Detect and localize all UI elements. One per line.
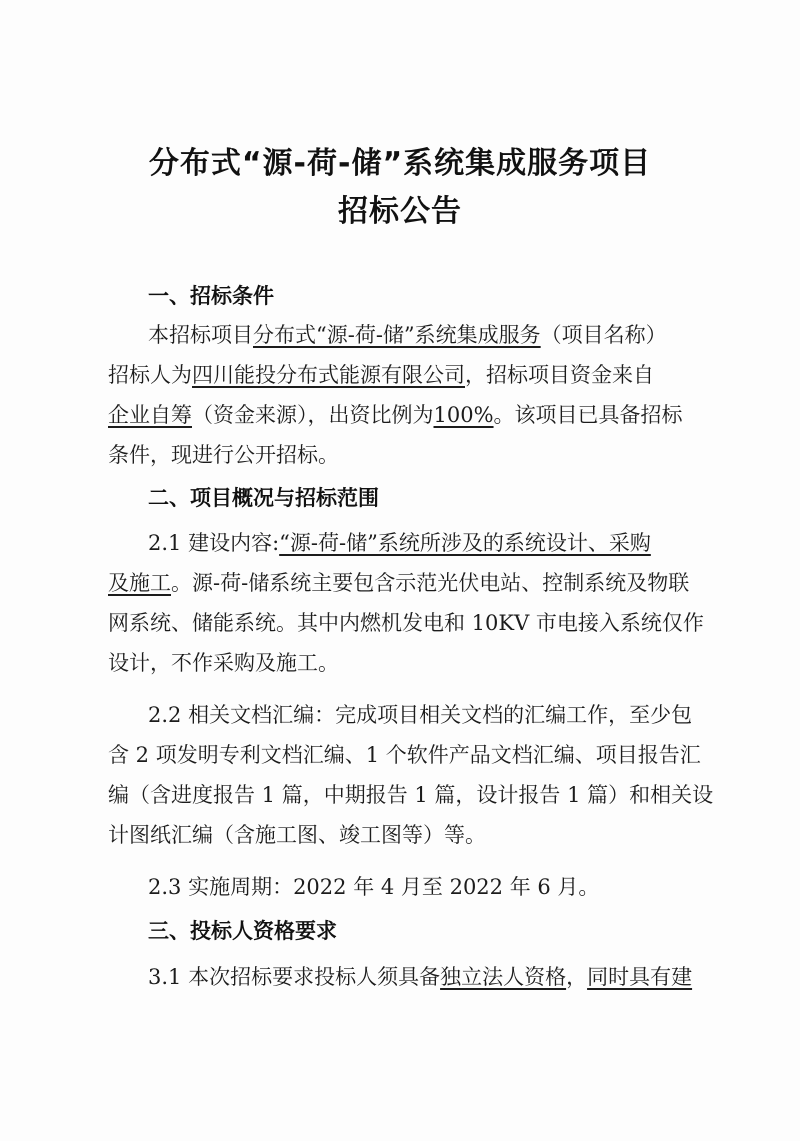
- project-name: 分布式“源-荷-储”系统集成服务: [253, 323, 541, 347]
- text-span: （资金来源），出资比例为: [192, 403, 434, 427]
- section-2-heading: 二、项目概况与招标范围: [148, 486, 379, 510]
- text-span: 。该项目已具备招标: [493, 403, 683, 427]
- document-title-line1: 分布式“源-荷-储”系统集成服务项目: [148, 146, 652, 181]
- text-span: 。源-荷-储系统主要包含示范光伏电站、控制系统及物联: [171, 571, 690, 595]
- para-2-2-line-4: 计图纸汇编（含施工图、竣工图等）等。: [108, 823, 486, 847]
- funding-source: 企业自筹: [108, 403, 192, 427]
- legal-entity-requirement: 独立法人资格: [440, 965, 567, 989]
- text-span: 本招标项目: [148, 323, 253, 347]
- para-2-2-line-1: 2.2 相关文档汇编：完成项目相关文档的汇编工作，至少包: [148, 703, 693, 727]
- para-2-1-line-3: 网系统、储能系统。其中内燃机发电和 10KV 市电接入系统仅作: [108, 611, 704, 635]
- section-1-line-4: 条件，现进行公开招标。: [108, 443, 339, 467]
- para-2-1-line-4: 设计，不作采购及施工。: [108, 651, 339, 675]
- text-span: （项目名称）: [540, 323, 667, 347]
- tenderer-name: 四川能投分布式能源有限公司: [192, 363, 465, 387]
- funding-ratio: 100%: [433, 403, 494, 427]
- para-2-1-line-2: [108, 568, 689, 598]
- para-2-2-line-2: 含 2 项发明专利文档汇编、1 个软件产品文档汇编、项目报告汇: [108, 743, 701, 767]
- para-2-1-line-1: [148, 528, 651, 558]
- construction-scope-cont: 及施工: [108, 571, 171, 595]
- section-1-line-2: [108, 360, 654, 390]
- para-3-1-line-1: [148, 962, 692, 992]
- section-3-heading: 三、投标人资格要求: [148, 919, 337, 943]
- para-2-2-line-3: 编（含进度报告 1 篇，中期报告 1 篇，设计报告 1 篇）和相关设: [108, 783, 714, 807]
- document-title-line2: 招标公告: [338, 194, 462, 229]
- text-span: 2.1 建设内容:: [148, 531, 280, 555]
- text-span: ，招标项目资金来自: [465, 363, 654, 387]
- text-span: 3.1 本次招标要求投标人须具备: [148, 965, 441, 989]
- text-span: 招标人为: [108, 363, 192, 387]
- section-1-heading: 一、招标条件: [148, 284, 274, 308]
- section-1-line-3: [108, 400, 683, 430]
- section-1-line-1: [148, 320, 667, 350]
- para-2-3: 2.3 实施周期：2022 年 4 月至 2022 年 6 月。: [148, 875, 600, 899]
- construction-scope: “源-荷-储”系统所涉及的系统设计、采购: [279, 531, 651, 555]
- additional-requirement: 同时具有建: [587, 965, 693, 989]
- text-span: ，: [566, 965, 588, 989]
